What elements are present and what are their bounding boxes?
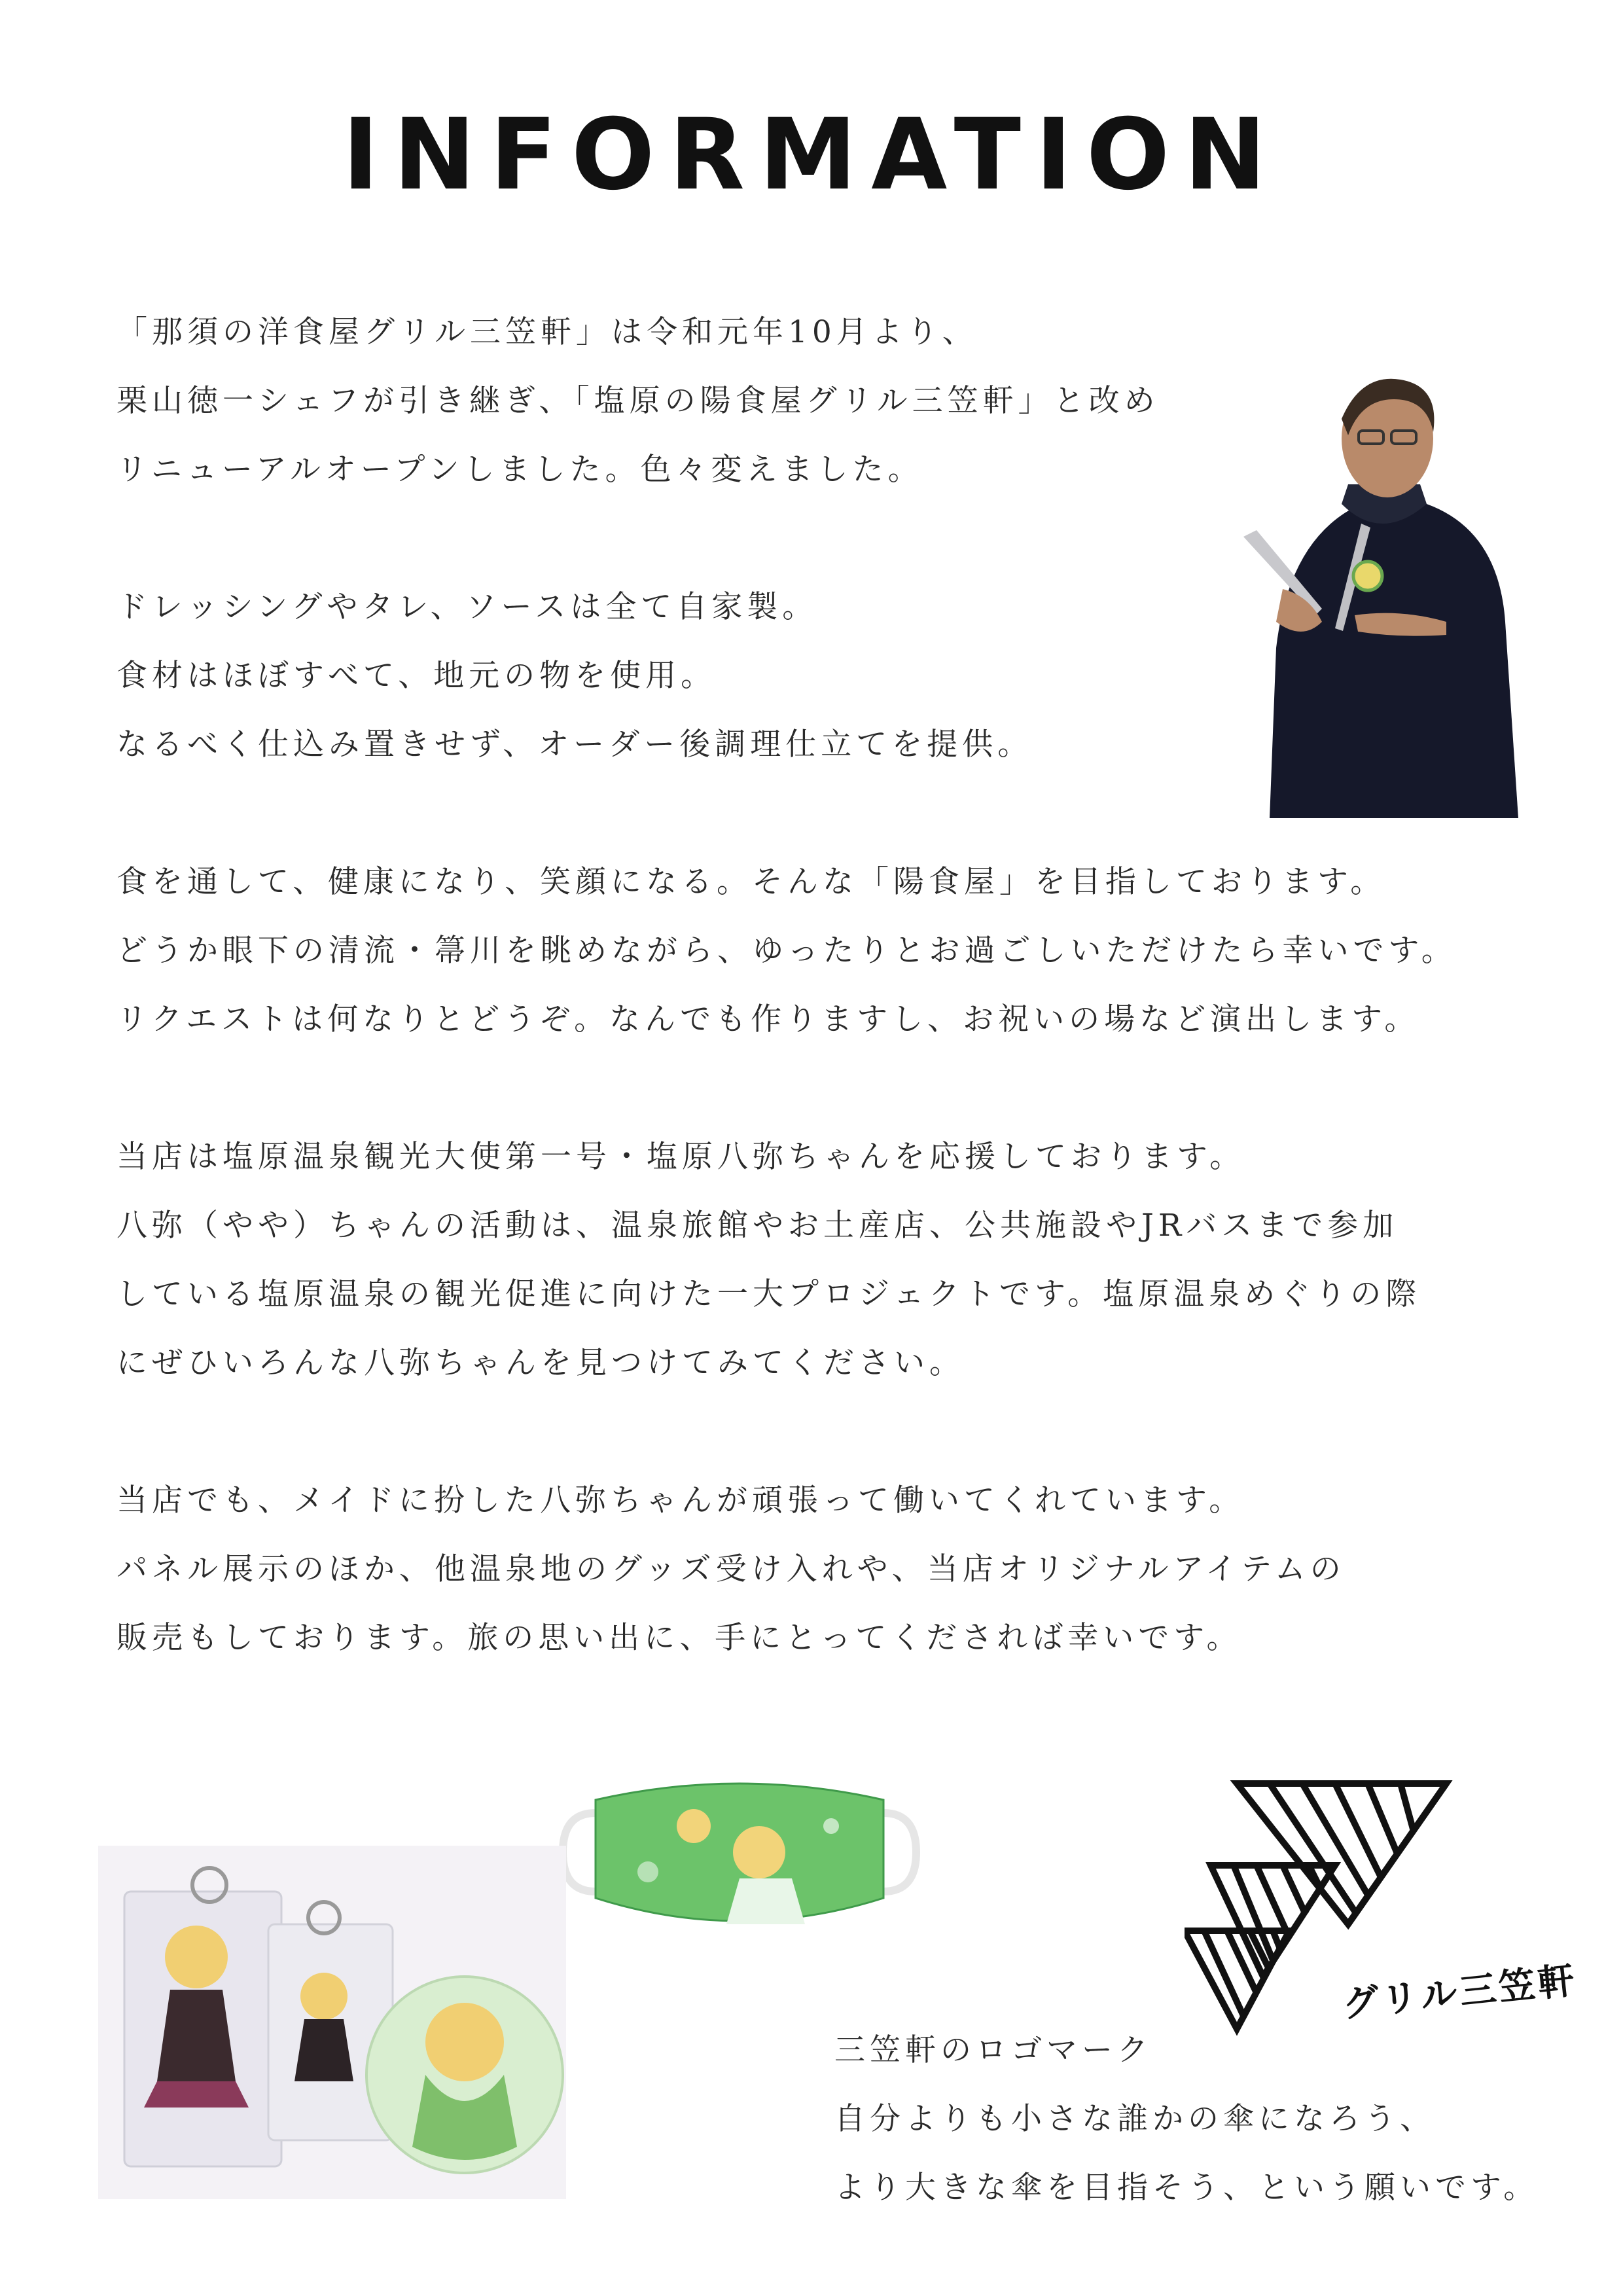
text-line: 「那須の洋食屋グリル三笠軒」は令和元年10月より、: [116, 314, 978, 350]
logo-signature-text: グリル三笠軒: [1340, 1958, 1579, 2026]
caption-line: 三笠軒のロゴマーク: [834, 2032, 1152, 2068]
text-line: ドレッシングやタレ、ソースは全て自家製。: [116, 589, 818, 625]
text-line: 食を通して、健康になり、笑顔になる。そんな「陽食屋」を目指しております。: [116, 864, 1386, 900]
text-line: している塩原温泉の観光促進に向けた一大プロジェクトです。塩原温泉めぐりの際: [116, 1276, 1421, 1312]
mask-photo: [556, 1754, 923, 1944]
paragraph-yaya: [116, 1122, 1421, 1397]
text-line: 八弥（やや）ちゃんの活動は、温泉旅館やお土産店、公共施設やJRバスまで参加: [116, 1208, 1399, 1244]
text-line: 食材はほぼすべて、地元の物を使用。: [116, 658, 717, 694]
text-line: 栗山徳一シェフが引き継ぎ、「塩原の陽食屋グリル三笠軒」と改め: [116, 383, 1160, 419]
text-line: リニューアルオープンしました。色々変えました。: [116, 452, 923, 488]
goods-photo: [98, 1846, 566, 2199]
text-line: パネル展示のほか、他温泉地のグッズ受け入れや、当店オリジナルアイテムの: [116, 1551, 1346, 1587]
caption-line: より大きな傘を目指そう、という願いです。: [834, 2170, 1539, 2206]
paragraph-intro: [116, 298, 1160, 504]
text-line: なるべく仕込み置きせず、オーダー後調理仕立てを提供。: [116, 726, 1033, 762]
paragraph-concept: [116, 848, 1457, 1054]
page-title: INFORMATION: [342, 98, 1281, 212]
text-line: にぜひいろんな八弥ちゃんを見つけてみてください。: [116, 1345, 965, 1381]
caption-line: 自分よりも小さな誰かの傘になろう、: [834, 2101, 1435, 2137]
text-line: どうか眼下の清流・箒川を眺めながら、ゆったりとお過ごしいただけたら幸いです。: [116, 933, 1457, 969]
text-line: 販売もしております。旅の思い出に、手にとってくだされば幸いです。: [116, 1620, 1242, 1656]
text-line: 当店でも、メイドに扮した八弥ちゃんが頑張って働いてくれています。: [116, 1482, 1245, 1518]
text-line: リクエストは何なりとどうぞ。なんでも作りますし、お祝いの場など演出します。: [116, 1001, 1420, 1037]
text-line: 当店は塩原温泉観光大使第一号・塩原八弥ちゃんを応援しております。: [116, 1139, 1245, 1175]
chef-photo: [1230, 373, 1531, 818]
paragraph-ingredients: [116, 573, 1033, 779]
logo-caption: [834, 2016, 1539, 2222]
paragraph-goods: [116, 1466, 1346, 1672]
